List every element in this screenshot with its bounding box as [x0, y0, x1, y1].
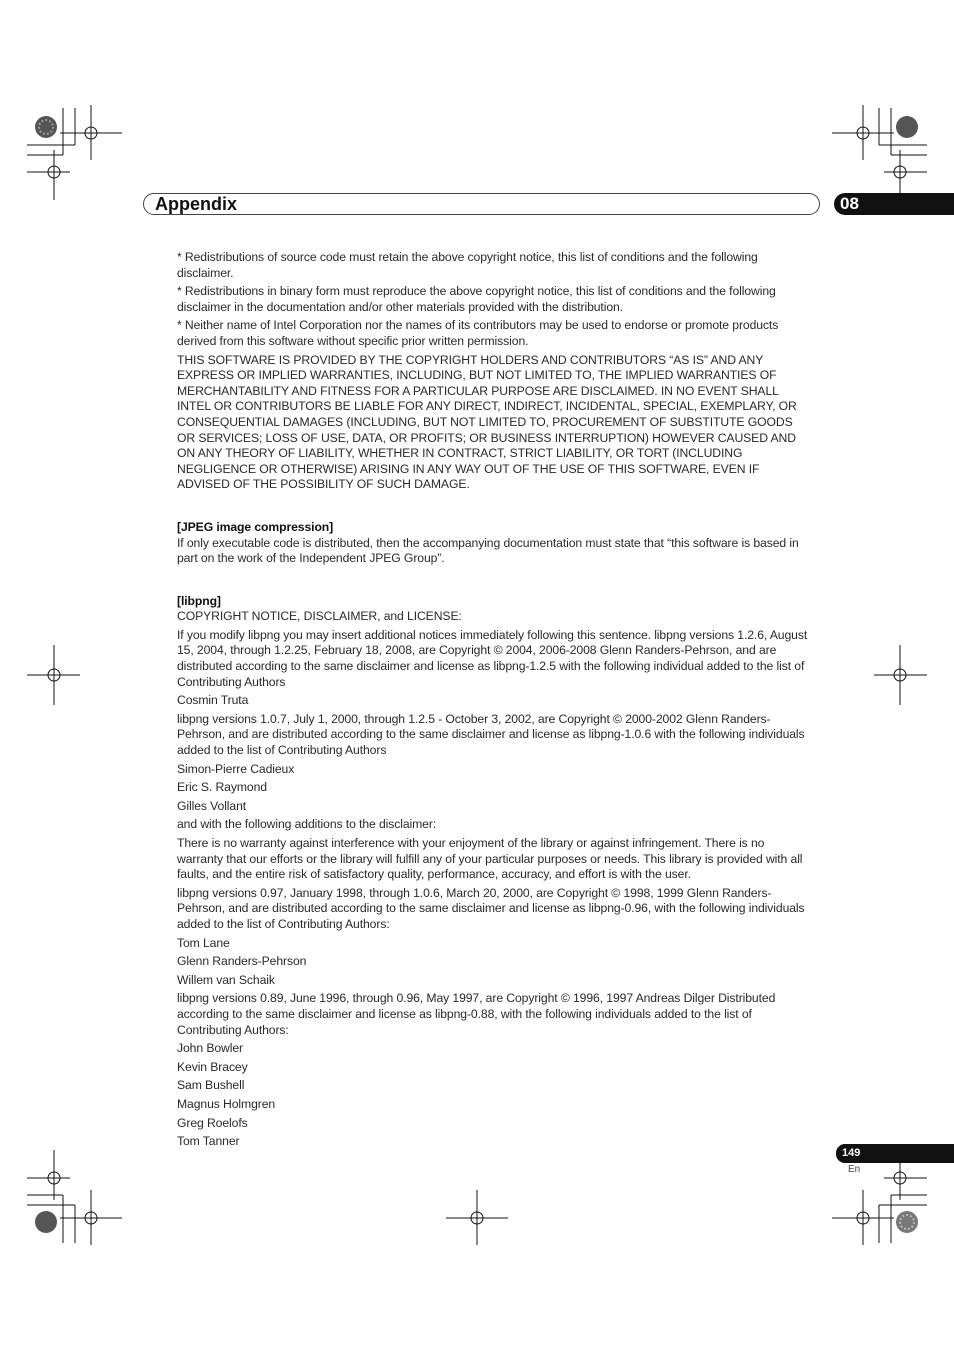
author-name: Tom Lane	[177, 935, 230, 950]
paragraph: * Redistributions in binary form must reproduce the above copyright notice, this list of conditions and the following disclaimer in the documentation and/or other materials provided with the distribution.	[177, 284, 776, 314]
paragraph: COPYRIGHT NOTICE, DISCLAIMER, and LICENSE:	[177, 609, 462, 624]
paragraph: * Redistributions of source code must retain the above copyright notice, this list of conditions and the following disclaimer.	[177, 250, 758, 280]
paragraph: libpng versions 1.0.7, July 1, 2000, through 1.2.5 - October 3, 2002, are Copyright © 2000-2002 Glenn Randers-Pehrson, and are distributed according to the same disclaimer and license as libpng-1.0.6 with the following individuals added to the list of Contributing Authors	[177, 711, 805, 758]
chapter-number: 08	[840, 194, 859, 213]
author-name: Gilles Vollant	[177, 798, 247, 813]
page-content	[177, 250, 811, 1153]
author-name: Simon-Pierre Cadieux	[177, 761, 295, 776]
author-name: John Bowler	[177, 1041, 243, 1056]
author-name: Sam Bushell	[177, 1078, 245, 1093]
page-number: 149	[842, 1147, 861, 1159]
section-title: Appendix	[155, 194, 238, 214]
author-name: Magnus Holmgren	[177, 1096, 276, 1111]
paragraph: There is no warranty against interference with your enjoyment of the library or against infringement. There is no warranty that our efforts or the library will fulfill any of your particular purposes or needs. This library is provided with all faults, and the entire risk of satisfactory quality, performance, accuracy, and effort is with the user.	[177, 836, 803, 882]
paragraph: libpng versions 0.97, January 1998, through 1.0.6, March 20, 2000, are Copyright © 1998, 1999 Glenn Randers-Pehrson, and are distributed according to the same disclaimer and license as libpng-0.96, with the following individuals added to the list of Contributing Authors:	[177, 885, 805, 931]
section-heading-libpng: [libpng]	[177, 593, 221, 608]
author-name: Greg Roelofs	[177, 1115, 248, 1130]
paragraph: If only executable code is distributed, then the accompanying documentation must state that “this software is based in part on the work of the Independent JPEG Group”.	[177, 535, 799, 566]
paragraph: * Neither name of Intel Corporation nor the names of its contributors may be used to endorse or promote products derived from this software without specific prior written permission.	[177, 318, 779, 348]
author-name: Glenn Randers-Pehrson	[177, 954, 307, 969]
author-name: Tom Tanner	[177, 1134, 240, 1149]
section-heading-jpeg: [JPEG image compression]	[177, 519, 334, 534]
section-header-bar	[143, 193, 820, 215]
page-number-tab	[836, 1144, 954, 1163]
paragraph: THIS SOFTWARE IS PROVIDED BY THE COPYRIGHT HOLDERS AND CONTRIBUTORS “AS IS” AND ANY EXPRESS OR IMPLIED WARRANTIES, INCLUDING, BUT NOT LIMITED TO, THE IMPLIED WARRANTIES OF MERCHANTABILITY AND FITNESS FOR A PARTICULAR PURPOSE ARE DISCLAIMED. IN NO EVENT SHALL INTEL OR CONTRIBUTORS BE LIABLE FOR ANY DIRECT, INDIRECT, INCIDENTAL, SPECIAL, EXEMPLARY, OR CONSEQUENTIAL DAMAGES (INCLUDING, BUT NOT LIMITED TO, PROCUREMENT OF SUBSTITUTE GOODS OR SERVICES; LOSS OF USE, DATA, OR PROFITS; OR BUSINESS INTERRUPTION) HOWEVER CAUSED AND ON ANY THEORY OF LIABILITY, WHETHER IN CONTRACT, STRICT LIABILITY, OR TORT (INCLUDING NEGLIGENCE OR OTHERWISE) ARISING IN ANY WAY OUT OF THE USE OF THIS SOFTWARE, EVEN IF ADVISED OF THE POSSIBILITY OF SUCH DAMAGE.	[177, 352, 797, 492]
author-name: Cosmin Truta	[177, 693, 249, 708]
author-name: Willem van Schaik	[177, 972, 275, 987]
paragraph: If you modify libpng you may insert additional notices immediately following this sentence. libpng versions 1.2.6, August 15, 2004, through 1.2.25, February 18, 2008, are Copyright © 2004, 2006-2008 Glenn Randers-Pehrson, and are distributed according to the same disclaimer and license as libpng-1.2.5 with the following individual added to the list of Contributing Authors	[177, 627, 808, 689]
paragraph: libpng versions 0.89, June 1996, through 0.96, May 1997, are Copyright © 1996, 1997 Andreas Dilger Distributed according to the same disclaimer and license as libpng-0.88, with the following individuals added to the list of Contributing Authors:	[177, 991, 776, 1037]
paragraph: and with the following additions to the disclaimer:	[177, 817, 437, 832]
chapter-tab	[834, 193, 954, 215]
author-name: Kevin Bracey	[177, 1059, 248, 1074]
language-label: En	[848, 1164, 861, 1175]
author-name: Eric S. Raymond	[177, 780, 267, 795]
